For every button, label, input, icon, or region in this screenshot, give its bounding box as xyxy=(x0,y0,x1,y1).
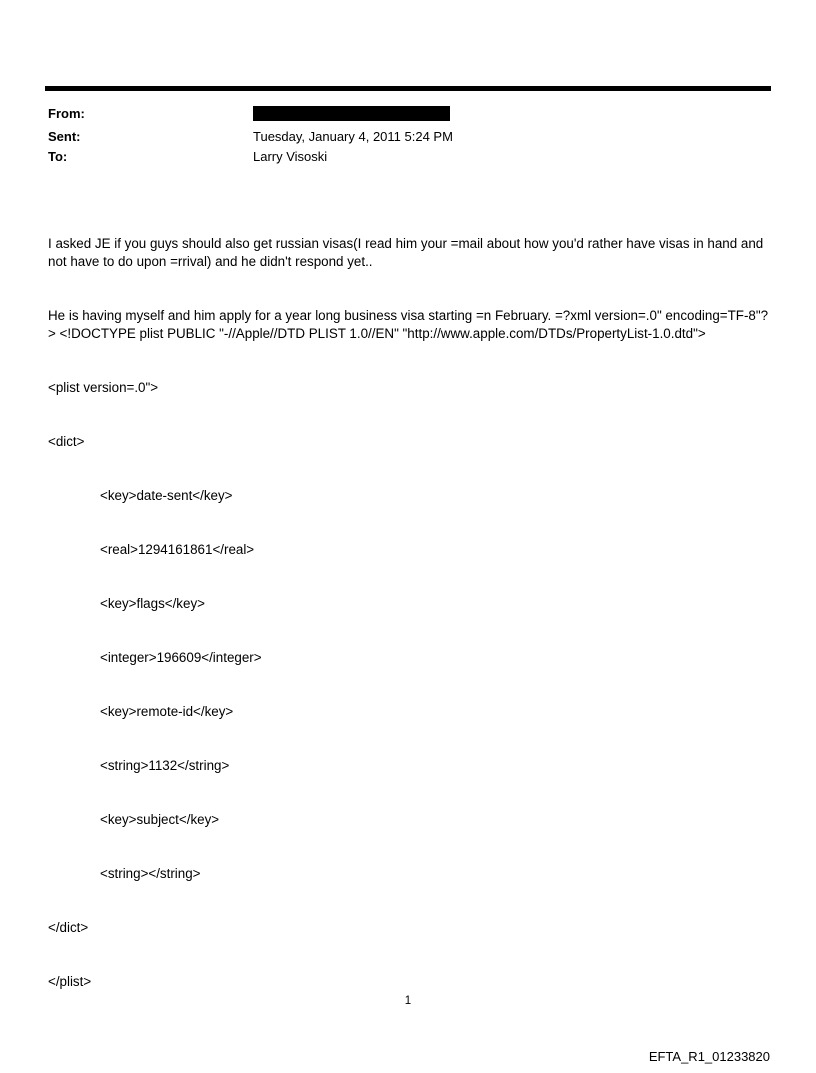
dict-close-tag: </dict> xyxy=(48,920,89,935)
dict-open-tag: <dict> xyxy=(48,434,85,449)
bates-number: EFTA_R1_01233820 xyxy=(648,1049,770,1064)
plist-entry: <key>date-sent</key> xyxy=(100,488,233,503)
plist-entry: <string></string> xyxy=(100,866,201,881)
from-label: From: xyxy=(48,106,85,121)
plist-entry: <integer>196609</integer> xyxy=(100,650,262,665)
email-header xyxy=(48,104,770,167)
sent-value: Tuesday, January 4, 2011 5:24 PM xyxy=(253,129,453,144)
plist-entry: <real>1294161861</real> xyxy=(100,542,255,557)
plist-entry: <string>1132</string> xyxy=(100,758,230,773)
plist-entry: <key>flags</key> xyxy=(100,596,205,611)
body-paragraph: He is having myself and him apply for a year long business visa starting =n February. =?xml version=.0" encoding=TF-8"?> <!DOCTYPE plist PUBLIC "-//Apple//DTD PLIST 1.0//EN" "http://www.apple.com/DTDs/PropertyList-1.0.dtd"> xyxy=(48,308,769,341)
header-divider-rule xyxy=(45,86,771,91)
page-number: 1 xyxy=(404,995,412,1007)
plist-open-tag: <plist version=.0"> xyxy=(48,380,159,395)
to-label: To: xyxy=(48,149,68,164)
email-body xyxy=(48,199,770,1027)
redacted-from-value xyxy=(253,106,450,121)
plist-entry: <key>remote-id</key> xyxy=(100,704,234,719)
header-row-from xyxy=(48,104,770,127)
plist-close-tag: </plist> xyxy=(48,974,92,989)
plist-entry: <key>subject</key> xyxy=(100,812,220,827)
to-value: Larry Visoski xyxy=(253,149,328,164)
from-value xyxy=(253,104,770,127)
body-paragraph: I asked JE if you guys should also get russian visas(I read him your =mail about how you'd rather have visas in hand and not have to do upon =rrival) and he didn't respond yet.. xyxy=(48,236,767,269)
header-row-sent xyxy=(48,127,770,147)
header-row-to xyxy=(48,147,770,167)
sent-label: Sent: xyxy=(48,129,81,144)
